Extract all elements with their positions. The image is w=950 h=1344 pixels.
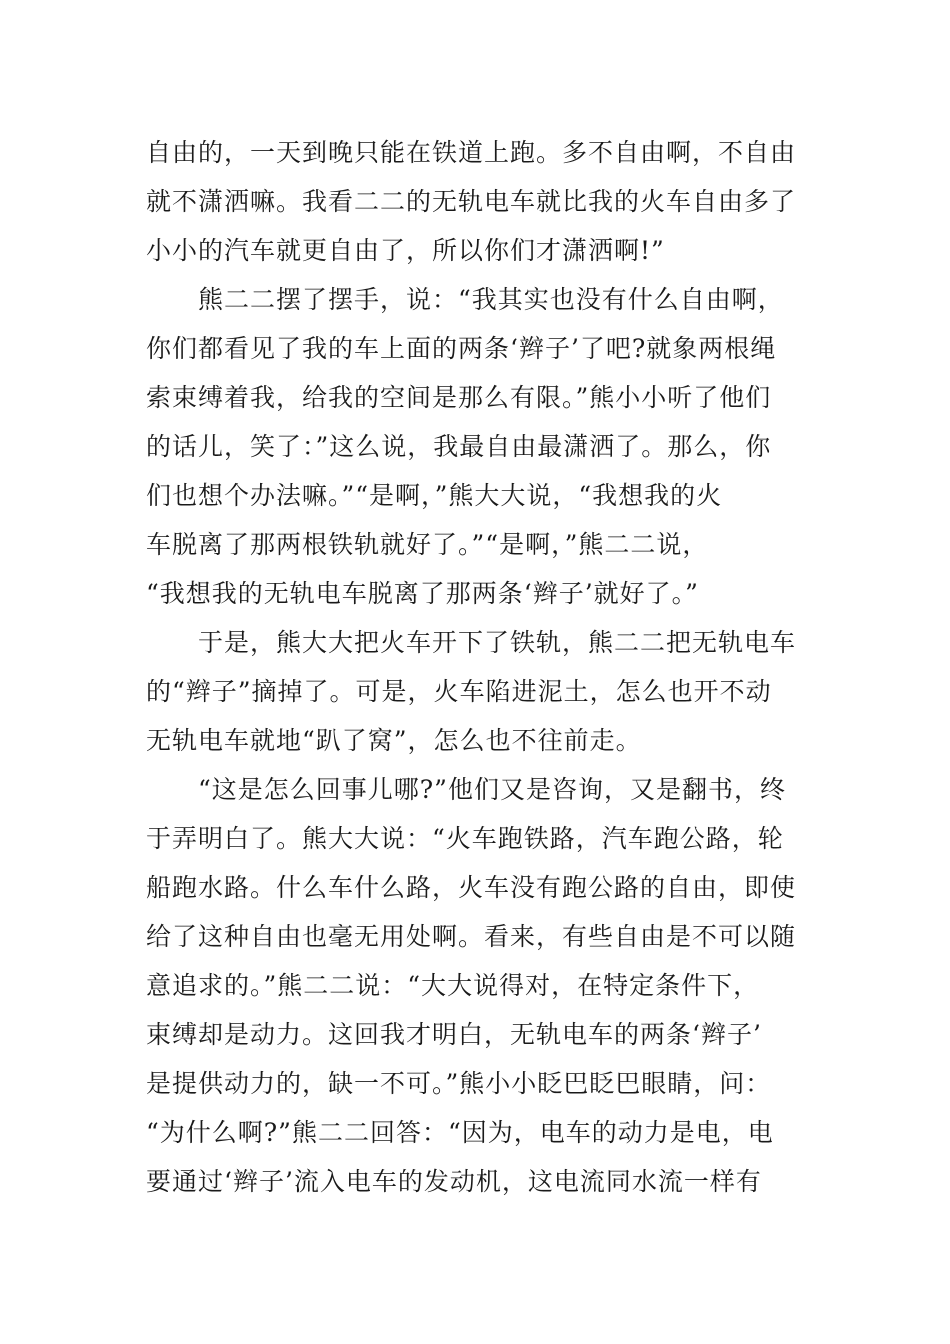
text-line: 要通过‘辫子’流入电车的发动机，这电流同水流一样有 (146, 1167, 762, 1196)
text-line: 索束缚着我，给我的空间是那么有限。”熊小小听了他们 (146, 383, 772, 412)
text-line: 束缚却是动力。这回我才明白，无轨电车的两条‘辫子’ (146, 1020, 762, 1049)
text-line: 于弄明白了。熊大大说：“火车跑铁路，汽车跑公路，轮 (146, 824, 784, 853)
text-line: 给了这种自由也毫无用处啊。看来，有些自由是不可以随 (146, 922, 797, 951)
text-line: 意追求的。”熊二二说：“大大说得对，在特定条件下， (146, 971, 760, 1000)
document-body (146, 128, 812, 1206)
text-line: “这是怎么回事儿哪?”他们又是咨询，又是翻书，终 (198, 775, 786, 804)
text-line: 的“辫子”摘掉了。可是，火车陷进泥土，怎么也开不动 (146, 677, 772, 706)
text-line: 你们都看见了我的车上面的两条‘辫子’了吧?就象两根绳 (146, 334, 777, 363)
text-line: 船跑水路。什么车什么路，火车没有跑公路的自由，即使 (146, 873, 797, 902)
text-line: “我想我的无轨电车脱离了那两条‘辫子’就好了。” (146, 579, 699, 608)
text-line: 于是，熊大大把火车开下了铁轨，熊二二把无轨电车 (198, 628, 797, 657)
text-line: 自由的，一天到晚只能在铁道上跑。多不自由啊，不自由 (146, 138, 797, 167)
text-line: 们也想个办法嘛。”“是啊，”熊大大说，“我想我的火 (146, 481, 723, 510)
text-line: 车脱离了那两根铁轨就好了。”“是啊，”熊二二说， (146, 530, 709, 559)
text-line: “为什么啊?”熊二二回答：“因为，电车的动力是电，电 (146, 1118, 774, 1147)
text-line: 小小的汽车就更自由了，所以你们才潇洒啊!” (146, 236, 665, 265)
text-line: 是提供动力的，缺一不可。”熊小小眨巴眨巴眼睛，问： (146, 1069, 772, 1098)
text-line: 无轨电车就地“趴了窝”，怎么也不往前走。 (146, 726, 642, 755)
text-line: 就不潇洒嘛。我看二二的无轨电车就比我的火车自由多了 (146, 187, 797, 216)
text-line: 熊二二摆了摆手，说：“我其实也没有什么自由啊， (198, 285, 784, 314)
text-line: 的话儿，笑了：”这么说，我最自由最潇洒了。那么，你 (146, 432, 772, 461)
